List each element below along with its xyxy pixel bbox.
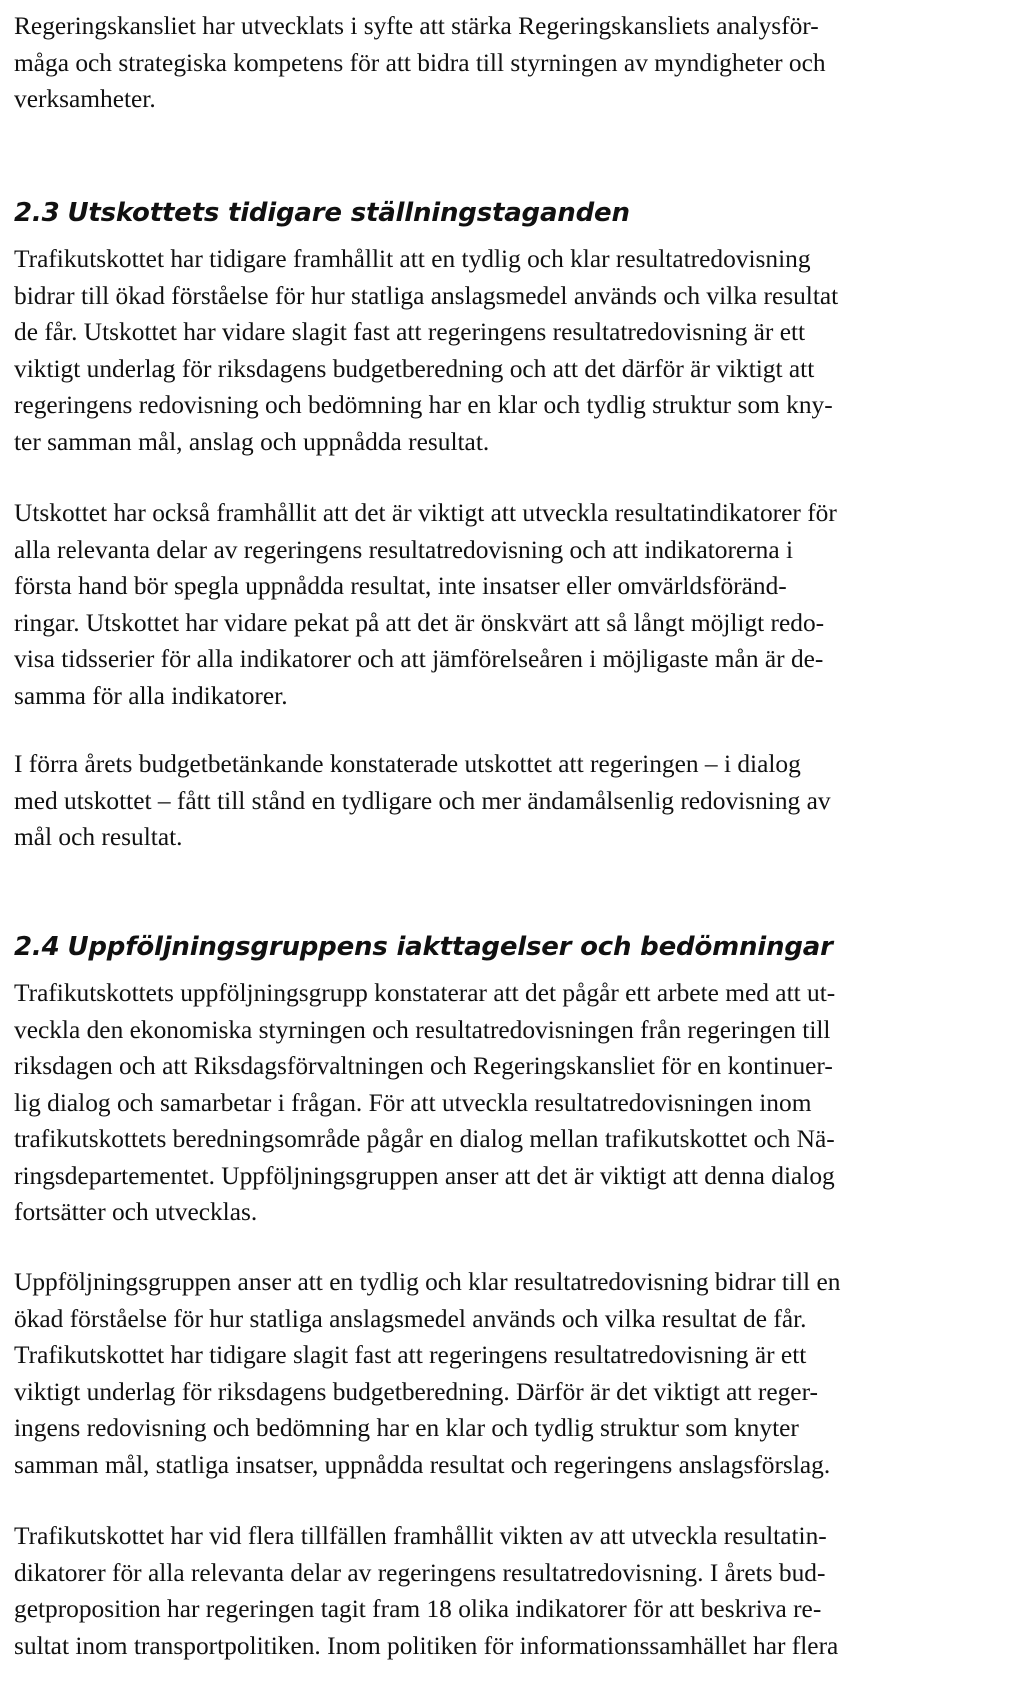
section-number: 2.4 [14, 932, 60, 962]
text-line: verksamheter. [14, 85, 156, 113]
paragraph [14, 1518, 838, 1664]
intro-paragraph [14, 8, 826, 118]
paragraph [14, 975, 835, 1231]
section-title: Uppföljningsgruppens iakttagelser och bedömningar [67, 932, 833, 962]
text-line: ringar. Utskottet har vidare pekat på att det är önskvärt att så långt möjligt redo- [14, 608, 825, 637]
text-line: ter samman mål, anslag och uppnådda resultat. [14, 427, 490, 456]
text-line: Trafikutskottet har tidigare framhållit att en tydlig och klar resultatredovisning [14, 245, 811, 273]
text-line: måga och strategiska kompetens för att bidra till styrningen av myndigheter och [14, 48, 826, 77]
paragraph [14, 746, 831, 856]
text-line: Utskottet har också framhållit att det är viktigt att utveckla resultatindikatorer för [14, 499, 837, 527]
paragraph [14, 1264, 840, 1483]
text-line: Trafikutskottets uppföljningsgrupp konstaterar att det pågår ett arbete med att ut- [14, 979, 836, 1007]
text-line: ingens redovisning och bedömning har en klar och tydlig struktur som knyter [14, 1414, 799, 1442]
paragraph [14, 495, 837, 714]
text-line: riksdagen och att Riksdagsförvaltningen och Regeringskansliet för en kontinuer- [14, 1052, 833, 1080]
text-line: veckla den ekonomiska styrningen och resultatredovisningen från regeringen till [14, 1015, 831, 1044]
text-line: viktigt underlag för riksdagens budgetberedning. Därför är det viktigt att reger- [14, 1377, 818, 1406]
text-line: ökad förståelse för hur statliga anslagsmedel används och vilka resultat de får. [14, 1304, 807, 1333]
text-line: samman mål, statliga insatser, uppnådda resultat och regeringens anslagsförslag. [14, 1450, 831, 1479]
text-line: bidrar till ökad förståelse för hur statliga anslagsmedel används och vilka resultat [14, 281, 839, 310]
text-line: Uppföljningsgruppen anser att en tydlig och klar resultatredovisning bidrar till en [14, 1268, 841, 1296]
section-title: Utskottets tidigare ställningstaganden [67, 198, 630, 228]
text-line: visa tidsserier för alla indikatorer och att jämförelseåren i möjligaste mån är de- [14, 645, 824, 673]
text-line: dikatorer för alla relevanta delar av regeringens resultatredovisning. I årets bud- [14, 1558, 826, 1587]
section-number: 2.3 [14, 198, 60, 228]
text-line: trafikutskottets beredningsområde pågår en dialog mellan trafikutskottet och Nä- [14, 1125, 835, 1153]
text-line: Trafikutskottet har tidigare slagit fast att regeringens resultatredovisning är ett [14, 1341, 807, 1369]
text-line: getproposition har regeringen tagit fram 18 olika indikatorer för att beskriva re- [14, 1595, 822, 1623]
text-line: ringsdepartementet. Uppföljningsgruppen anser att det är viktigt att denna dialog [14, 1161, 835, 1190]
text-line: samma för alla indikatorer. [14, 681, 288, 710]
paragraph [14, 241, 838, 460]
text-line: Trafikutskottet har vid flera tillfällen framhållit vikten av att utveckla resultatin- [14, 1522, 827, 1550]
text-line: lig dialog och samarbetar i frågan. För att utveckla resultatredovisningen inom [14, 1088, 812, 1117]
text-line: alla relevanta delar av regeringens resultatredovisning och att indikatorerna i [14, 535, 794, 564]
text-line: regeringens redovisning och bedömning har en klar och tydlig struktur som kny- [14, 391, 833, 419]
text-line: med utskottet – fått till stånd en tydligare och mer ändamålsenlig redovisning av [14, 786, 831, 815]
text-line: viktigt underlag för riksdagens budgetberedning och att det därför är viktigt att [14, 354, 815, 383]
section-heading-2-3 [14, 195, 630, 231]
text-line: sultat inom transportpolitiken. Inom politiken för informationssamhället har flera [14, 1631, 839, 1660]
text-line: Regeringskansliet har utvecklats i syfte att stärka Regeringskansliets analysför- [14, 12, 819, 40]
section-heading-2-4 [14, 929, 833, 965]
text-line: fortsätter och utvecklas. [14, 1198, 258, 1226]
text-line: första hand bör spegla uppnådda resultat, inte insatser eller omvärldsföränd- [14, 572, 787, 600]
text-line: de får. Utskottet har vidare slagit fast att regeringens resultatredovisning är ett [14, 318, 806, 346]
text-line: I förra årets budgetbetänkande konstaterade utskottet att regeringen – i dialog [14, 750, 801, 778]
text-line: mål och resultat. [14, 823, 183, 851]
